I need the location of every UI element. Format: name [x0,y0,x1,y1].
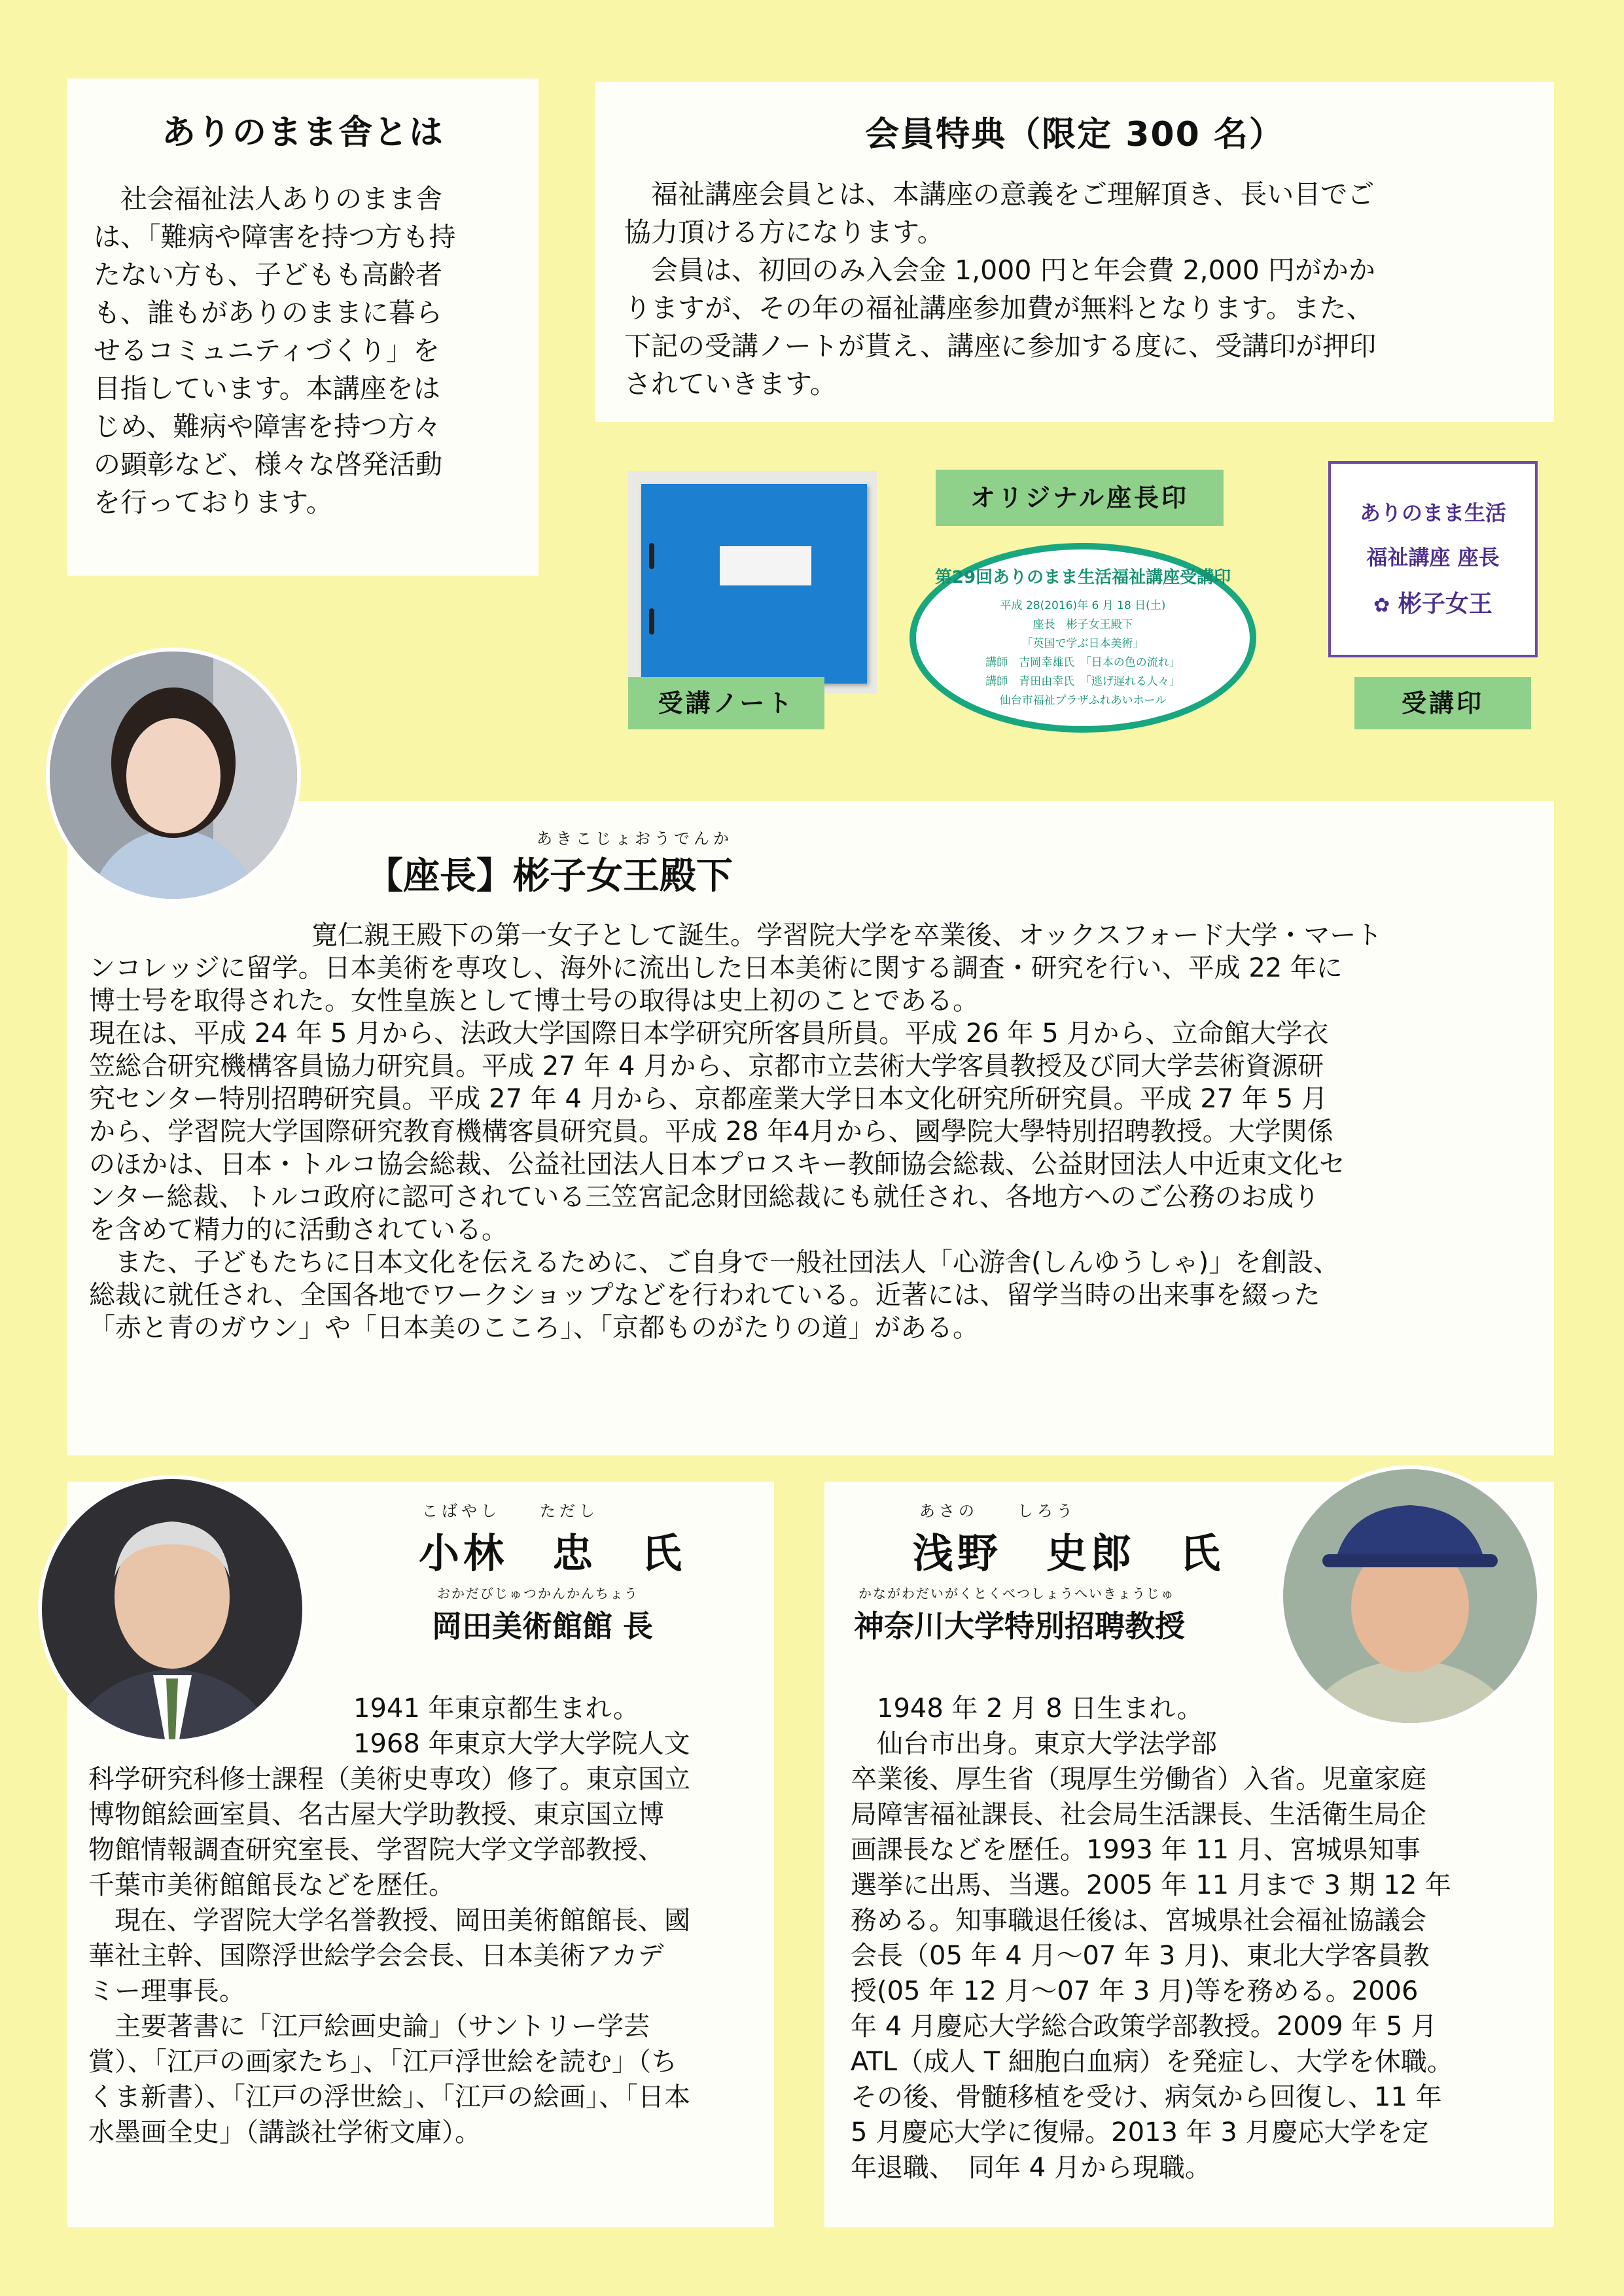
kobayashi-body [88,1691,769,2150]
member-benefit-heading: 会員特典（限定 300 名） [865,115,1284,154]
asano-line: 画課長などを歴任。1993 年 11 月、宮城県知事 [851,1835,1421,1865]
asano-line: 選挙に出馬、当選。2005 年 11 月まで 3 期 12 年 [851,1870,1452,1900]
chair-line: 寛仁親王殿下の第一女子として誕生。学習院大学を卒業後、オックスフォード大学・マート [311,920,1383,950]
chair-name: 彬子女王殿下 [513,855,733,897]
kobayashi-line: 博物館絵画室員、名古屋大学助教授、東京国立博 [88,1800,664,1830]
chair-line: 現在は、平成 24 年 5 月から、法政大学国際日本学研究所客員所員。平成 26 年 5 月から、立命館大学衣 [89,1018,1329,1049]
stamp-line: ありのまま生活 [1359,500,1506,525]
asano-line: 局障害福祉課長、社会局生活課長、生活衛生局企 [851,1800,1426,1830]
chair-line: から、学習院大学国際研究教育機構客員研究員。平成 28 年4月から、國學院大學特別招聘教授。大学関係 [89,1117,1333,1147]
asano-line: 仙台市出身。東京大学法学部 [877,1729,1217,1759]
chair-line: また、子どもたちに日本文化を伝えるために、ご自身で一般社団法人「心游舎(しんゆうしゃ)」を創設、 [115,1247,1340,1278]
kobayashi-line: 科学研究科修士課程（美術史専攻）修了。東京国立 [88,1764,690,1794]
stamp-line: 彬子女王 [1398,591,1492,617]
asano-portrait [1279,1465,1541,1727]
asano-line: 年退職、 同年 4 月から現職。 [851,2153,1211,2183]
asano-ruby: あさの しろう [919,1502,1076,1520]
zacho-label: オリジナル座長印 [936,470,1224,526]
chair-line: 究センター特別招聘研究員。平成 27 年 4 月から、京都産業大学日本文化研究所研究員。平成 27 年 5 月 [89,1084,1328,1114]
chair-line: ンター総裁、トルコ政府に認可されている三笠宮記念財団総裁にも就任され、各地方へのご公務のお成り [89,1182,1320,1212]
about-line: じめ、難病や障害を持つ方々 [94,411,442,442]
kobayashi-line: ミー理事長。 [88,1976,245,2006]
kobayashi-line: 主要著書に「江戸絵画史論」（サントリー学芸 [115,2011,650,2042]
asano-line: 卒業後、厚生省（現厚生労働省）入省。児童家庭 [851,1764,1426,1794]
kobayashi-line: 1941 年東京都生まれ。 [353,1694,639,1724]
stamp-line: 福祉講座 座長 [1366,545,1500,570]
kobayashi-title-ruby: おかだびじゅつかんかんちょう [437,1586,639,1601]
seal-line: 「英国で学ぶ日本美術」 [1021,637,1144,650]
about-line: を行っております。 [94,487,333,518]
asano-line: 務める。知事職退任後は、宮城県社会福祉協議会 [851,1905,1426,1936]
asano-name: 浅野 史郎 氏 [913,1529,1225,1577]
notebook-photo [628,471,877,693]
chair-prefix: 【座長】 [366,855,513,897]
person-portrait-icon [1283,1469,1537,1723]
chair-line: 博士号を取得された。女性皇族として博士号の取得は史上初のことである。 [89,986,979,1016]
seal-line: 講師 青田由幸氏 「逃げ遅れる人々」 [985,675,1180,688]
kobayashi-line: 賞）、「江戸の画家たち」、「江戸浮世絵を読む」（ち [88,2047,677,2077]
member-line: りますが、その年の福祉講座参加費が無料となります。また、 [624,292,1373,324]
member-benefit-box [595,82,1554,422]
member-line: 福祉講座会員とは、本講座の意義をご理解頂き、長い目でご [651,179,1375,210]
member-line: 下記の受講ノートが貰え、講座に参加する度に、受講印が押印 [624,330,1377,362]
about-arinomama-heading: ありのまま舎とは [161,113,444,152]
asano-line: 1948 年 2 月 8 日生まれ。 [877,1694,1203,1724]
asano-line: ATL（成人 T 細胞白血病）を発症し、大学を休職。 [851,2047,1453,2077]
about-line: たない方も、子どもも高齢者 [94,259,442,290]
seal-line: 平成 28(2016)年 6 月 18 日(土) [1000,599,1166,612]
chair-portrait [46,648,301,903]
member-line: されていきます。 [624,368,837,400]
person-portrait-icon [50,652,297,899]
kobayashi-name: 小林 忠 氏 [419,1529,686,1577]
about-line: 社会福祉法人ありのまま舎 [120,183,442,215]
kobayashi-line: 現在、学習院大学名誉教授、岡田美術館館長、國 [115,1905,690,1936]
original-seal [909,543,1256,733]
about-line: 目指しています。本講座をは [94,373,440,404]
kobayashi-line: くま新書）、「江戸の浮世絵」、「江戸の絵画」、「日本 [88,2082,690,2112]
flower-icon: ✿ [1373,594,1390,617]
about-line: の顕彰など、様々な啓発活動 [94,449,442,480]
about-line: せるコミュニティづくり」を [94,335,440,366]
kobayashi-line: 華社主幹、国際浮世絵学会会長、日本美術アカデ [88,1941,664,1971]
kobayashi-line: 物館情報調査研究室長、学習院大学文学部教授、 [88,1835,664,1865]
chair-line: ンコレッジに留学。日本美術を専攻し、海外に流出した日本美術に関する調査・研究を行い、平成 22 年に [89,953,1343,983]
asano-line: 5 月慶応大学に復帰。2013 年 3 月慶応大学を定 [851,2117,1429,2148]
chair-line: 総裁に就任され、全国各地でワークショップなどを行われている。近著には、留学当時の出来事を綴った [89,1280,1320,1310]
about-line: は、「難病や障害を持つ方も持 [94,221,456,252]
about-line: も、誰もがありのままに暮ら [94,297,442,328]
asano-line: 会長（05 年 4 月～07 年 3 月)、東北大学客員教 [851,1941,1430,1971]
kobayashi-ruby: こばやし ただし [422,1502,599,1520]
chair-body [89,919,1538,1344]
chair-line: を含めて精力的に活動されている。 [89,1215,508,1245]
chair-line: 笠総合研究機構客員協力研究員。平成 27 年 4 月から、京都市立芸術大学客員教授及び同大学芸術資源研 [89,1051,1324,1081]
asano-title: 神奈川大学特別招聘教授 [854,1609,1185,1644]
asano-title-ruby: かながわだいがくとくべつしょうへいきょうじゅ [858,1586,1175,1601]
member-line: 協力頂ける方になります。 [624,217,944,248]
chair-name-ruby: あきこじょおうでんか [537,829,733,848]
asano-body [851,1691,1544,2185]
seal-arc-text: 第29回ありのまま生活福祉講座受講印 [934,568,1231,587]
kobayashi-line: 1968 年東京大学大学院人文 [353,1729,690,1759]
jukou-label: 受講印 [1354,677,1531,729]
kobayashi-line: 水墨画全史」（講談社学術文庫）。 [88,2117,481,2148]
asano-line: その後、骨髄移植を受け、病気から回復し、11 年 [851,2082,1442,2112]
seal-line: 仙台市福祉プラザふれあいホール [999,694,1167,707]
kobayashi-title: 岡田美術館館 長 [432,1609,654,1644]
asano-line: 授(05 年 12 月～07 年 3 月)等を務める。2006 [851,1976,1419,2006]
seal-line: 座長 彬子女王殿下 [1033,618,1133,631]
chair-heading [366,847,733,899]
asano-line: 年 4 月慶応大学総合政策学部教授。2009 年 5 月 [851,2011,1438,2042]
seal-line: 講師 吉岡幸雄氏 「日本の色の流れ」 [985,656,1180,669]
note-label: 受講ノート [628,677,824,729]
chair-line: のほかは、日本・トルコ協会総裁、公益社団法人日本プロスキー教師協会総裁、公益財団法人中近東文化セ [89,1149,1345,1179]
member-line: 会員は、初回のみ入会金 1,000 円と年会費 2,000 円がかか [651,254,1375,286]
about-arinomama-box [67,78,538,576]
kobayashi-line: 千葉市美術館館長などを歴任。 [88,1870,455,1900]
jukou-stamp [1328,461,1538,657]
chair-line: 「赤と青のガウン」や「日本美のこころ」、「京都ものがたりの道」がある。 [89,1313,979,1343]
